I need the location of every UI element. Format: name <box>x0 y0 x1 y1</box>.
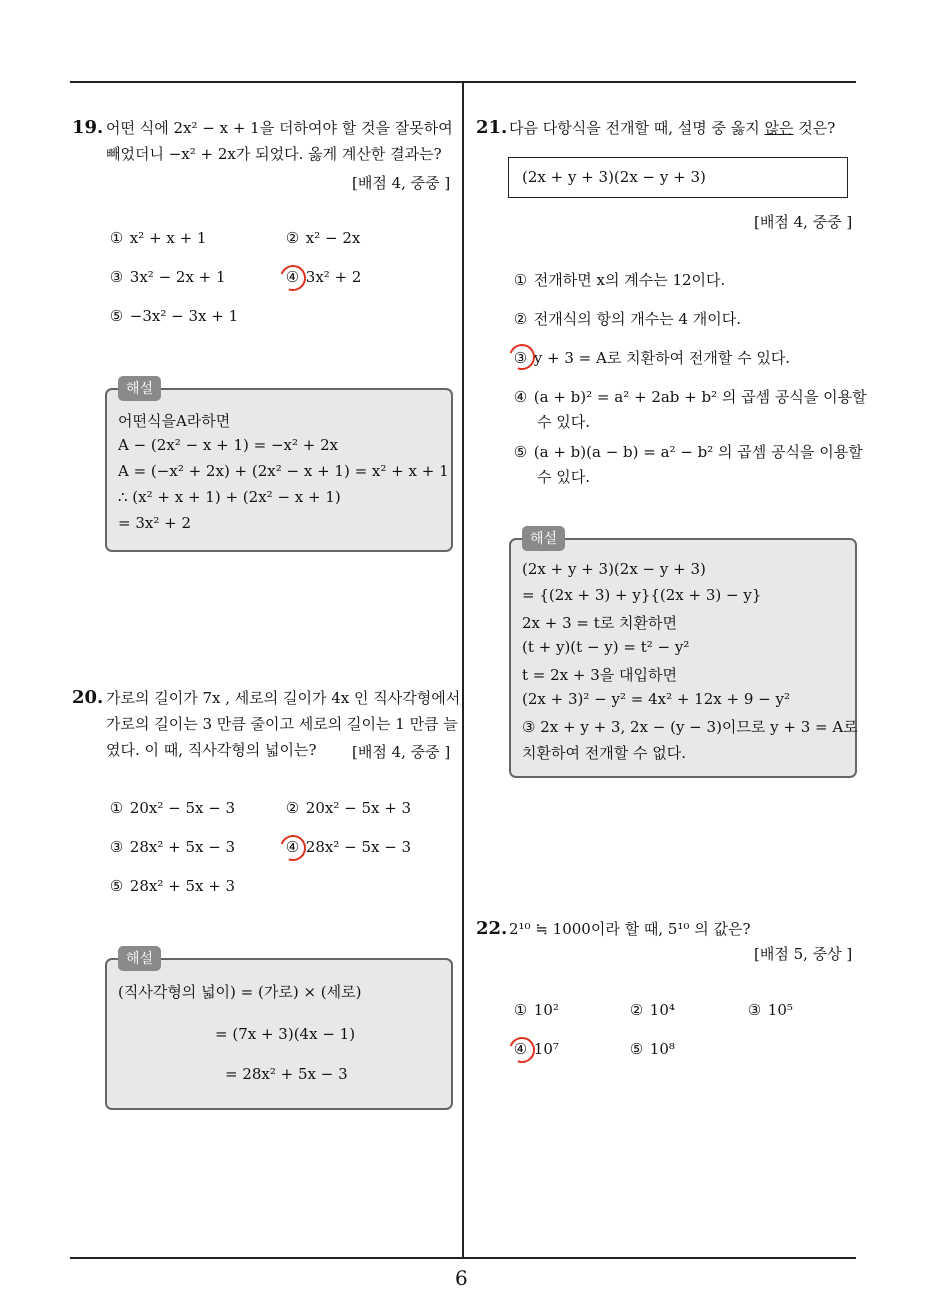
choice-2[interactable]: ② 10⁴ <box>629 1001 675 1019</box>
answer-mark <box>276 831 311 866</box>
choice-4[interactable]: ④ (a + b)² = a² + 2ab + b² 의 곱셈 공식을 이용할 <box>513 388 867 406</box>
choice-5[interactable]: ⑤ 28x² + 5x + 3 <box>109 877 236 895</box>
question-text: 2¹⁰ ≒ 1000이라 할 때, 5¹⁰ 의 값은? <box>509 920 751 938</box>
answer-mark <box>505 1033 540 1068</box>
question-number: 21. <box>476 117 508 138</box>
choice-2[interactable]: ② 전개식의 항의 개수는 4 개이다. <box>513 310 742 328</box>
choice-1[interactable]: ① x² + x + 1 <box>109 229 207 247</box>
choice-2[interactable]: ② 20x² − 5x + 3 <box>285 799 412 817</box>
answer-mark <box>276 261 311 296</box>
choice-5[interactable]: ⑤ 10⁸ <box>629 1040 675 1058</box>
choice-5[interactable]: ⑤ −3x² − 3x + 1 <box>109 307 239 325</box>
choice-1[interactable]: ① 20x² − 5x − 3 <box>109 799 236 817</box>
solution-line: = {(2x + 3) + y}{(2x + 3) − y} <box>522 586 762 604</box>
answer-mark <box>505 340 540 375</box>
question-text: 다음 다항식을 전개할 때, 설명 중 옳지 않은 것은? <box>509 119 836 137</box>
solution-line: = (7x + 3)(4x − 1) <box>215 1025 356 1043</box>
choice-3[interactable]: ③ 3x² − 2x + 1 <box>109 268 226 286</box>
question-text: 가로의 길이가 7x , 세로의 길이가 4x 인 직사각형에서 <box>106 689 461 707</box>
choice-1[interactable]: ① 10² <box>513 1001 559 1019</box>
choice-5[interactable]: ⑤ (a + b)(a − b) = a² − b² 의 곱셈 공식을 이용할 <box>513 443 863 461</box>
solution-line: (직사각형의 넓이) = (가로) × (세로) <box>118 983 362 1001</box>
choice-3[interactable]: ③ y + 3 = A로 치환하여 전개할 수 있다. <box>513 349 791 367</box>
page-number: 6 <box>455 1266 468 1290</box>
choice-5-cont: 수 있다. <box>537 468 591 486</box>
choice-2[interactable]: ② x² − 2x <box>285 229 361 247</box>
solution-line: (2x + 3)² − y² = 4x² + 12x + 9 − y² <box>522 690 790 708</box>
choice-3[interactable]: ③ 10⁵ <box>747 1001 793 1019</box>
expression-text: (2x + y + 3)(2x − y + 3) <box>522 168 706 186</box>
solution-line: (2x + y + 3)(2x − y + 3) <box>522 560 706 578</box>
question-number: 19. <box>72 117 104 138</box>
solution-line: A − (2x² − x + 1) = −x² + 2x <box>118 436 339 454</box>
solution-tag: 해설 <box>522 526 565 551</box>
solution-line: ③ 2x + y + 3, 2x − (y − 3)이므로 y + 3 = A로 <box>522 718 858 736</box>
solution-line: 치환하여 전개할 수 없다. <box>522 744 686 762</box>
solution-line: = 3x² + 2 <box>118 514 192 532</box>
question-text: 였다. 이 때, 직사각형의 넓이는? <box>106 741 317 759</box>
bottom-rule <box>70 1257 856 1259</box>
question-text: 어떤 식에 2x² − x + 1을 더하여야 할 것을 잘못하여 <box>106 119 453 137</box>
solution-line: 2x + 3 = t로 치환하면 <box>522 614 678 632</box>
question-text: 가로의 길이는 3 만큼 줄이고 세로의 길이는 1 만큼 늘 <box>106 715 458 733</box>
choice-3[interactable]: ③ 28x² + 5x − 3 <box>109 838 236 856</box>
choice-1[interactable]: ① 전개하면 x의 계수는 12이다. <box>513 271 726 289</box>
solution-tag: 해설 <box>118 376 161 401</box>
solution-tag: 해설 <box>118 946 161 971</box>
choice-4[interactable]: ④ 10⁷ <box>513 1040 559 1058</box>
score-label: [배점 4, 중중 ] <box>352 174 451 192</box>
question-number: 20. <box>72 687 104 708</box>
question-text: 빼었더니 −x² + 2x가 되었다. 옳게 계산한 결과는? <box>106 145 442 163</box>
column-divider <box>462 83 464 1259</box>
solution-line: ∴ (x² + x + 1) + (2x² − x + 1) <box>118 488 341 506</box>
score-label: [배점 4, 중중 ] <box>754 213 853 231</box>
solution-line: t = 2x + 3을 대입하면 <box>522 666 678 684</box>
choice-4-cont: 수 있다. <box>537 413 591 431</box>
choice-4[interactable]: ④ 3x² + 2 <box>285 268 362 286</box>
solution-line: 어떤식을A라하면 <box>118 412 231 430</box>
choice-4[interactable]: ④ 28x² − 5x − 3 <box>285 838 412 856</box>
solution-line: (t + y)(t − y) = t² − y² <box>522 638 690 656</box>
solution-line: = 28x² + 5x − 3 <box>225 1065 348 1083</box>
score-label: [배점 4, 중중 ] <box>352 743 451 761</box>
question-number: 22. <box>476 918 508 939</box>
score-label: [배점 5, 중상 ] <box>754 945 853 963</box>
solution-line: A = (−x² + 2x) + (2x² − x + 1) = x² + x + 1 <box>118 462 449 480</box>
